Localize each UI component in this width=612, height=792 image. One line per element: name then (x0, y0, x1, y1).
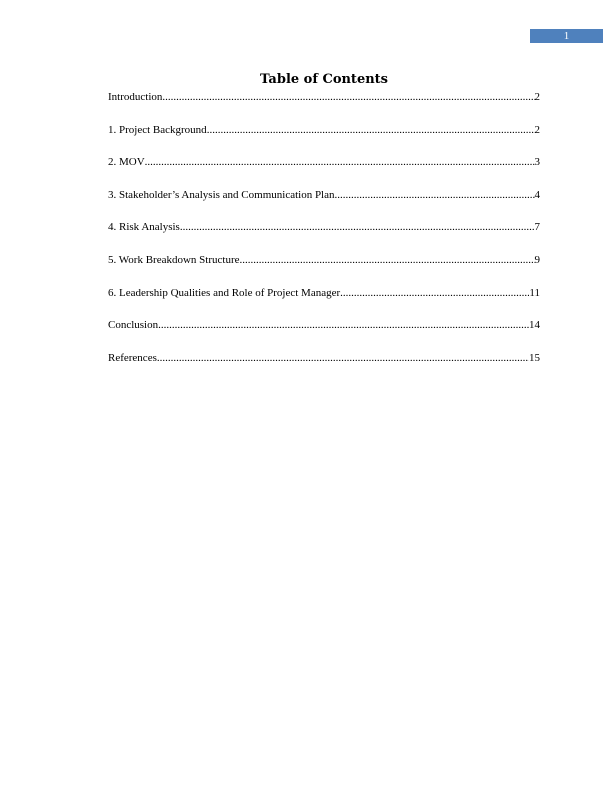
toc-entry-references[interactable] (108, 351, 540, 384)
toc-entry-text: 3. Stakeholder’s Analysis and Communication Plan (108, 188, 335, 201)
toc-entry-page: 3 (534, 156, 540, 169)
toc-entry-text: 5. Work Breakdown Structure (108, 253, 240, 266)
toc-dot-leader (158, 318, 529, 332)
toc-entry-risk-analysis[interactable] (108, 220, 540, 253)
toc-dot-leader (162, 90, 534, 104)
toc-entry-leadership-qualities[interactable] (108, 286, 540, 319)
toc-entry-text: Conclusion (108, 319, 159, 332)
toc-entry-page: 11 (529, 286, 540, 299)
toc-dot-leader (240, 253, 535, 267)
toc-dot-leader (180, 220, 535, 234)
toc-entry-page: 7 (534, 221, 540, 234)
toc-entry-text: References (108, 351, 157, 364)
toc-entry-text: Introduction (108, 91, 163, 103)
toc-dot-leader (207, 123, 535, 137)
toc-entry-stakeholder-analysis[interactable] (108, 188, 540, 221)
toc-entry-page: 9 (534, 253, 540, 266)
toc-entry-page: 4 (534, 188, 540, 201)
toc-entry-text: 6. Leadership Qualities and Role of Project Manager (108, 286, 341, 299)
toc-dot-leader (340, 286, 529, 300)
toc-entry-project-background[interactable] (108, 123, 540, 156)
toc-entry-introduction[interactable] (108, 90, 540, 123)
toc-dot-leader (335, 188, 535, 202)
toc-entry-page: 15 (529, 351, 540, 364)
toc-list (108, 90, 540, 383)
page-number: 1 (563, 30, 570, 42)
toc-entry-work-breakdown-structure[interactable] (108, 253, 540, 286)
toc-dot-leader (157, 351, 529, 365)
toc-title: Table of Contents (260, 72, 388, 87)
toc-entry-text: 2. MOV (108, 156, 145, 169)
toc-entry-page: 2 (534, 91, 540, 103)
page-number-badge (530, 29, 603, 43)
toc-entry-conclusion[interactable] (108, 318, 540, 351)
toc-entry-text: 1. Project Background (108, 123, 207, 136)
toc-dot-leader (145, 155, 535, 169)
toc-entry-text: 4. Risk Analysis (108, 221, 180, 234)
toc-entry-mov[interactable] (108, 155, 540, 188)
toc-entry-page: 2 (534, 123, 540, 136)
toc-entry-page: 14 (529, 319, 540, 332)
